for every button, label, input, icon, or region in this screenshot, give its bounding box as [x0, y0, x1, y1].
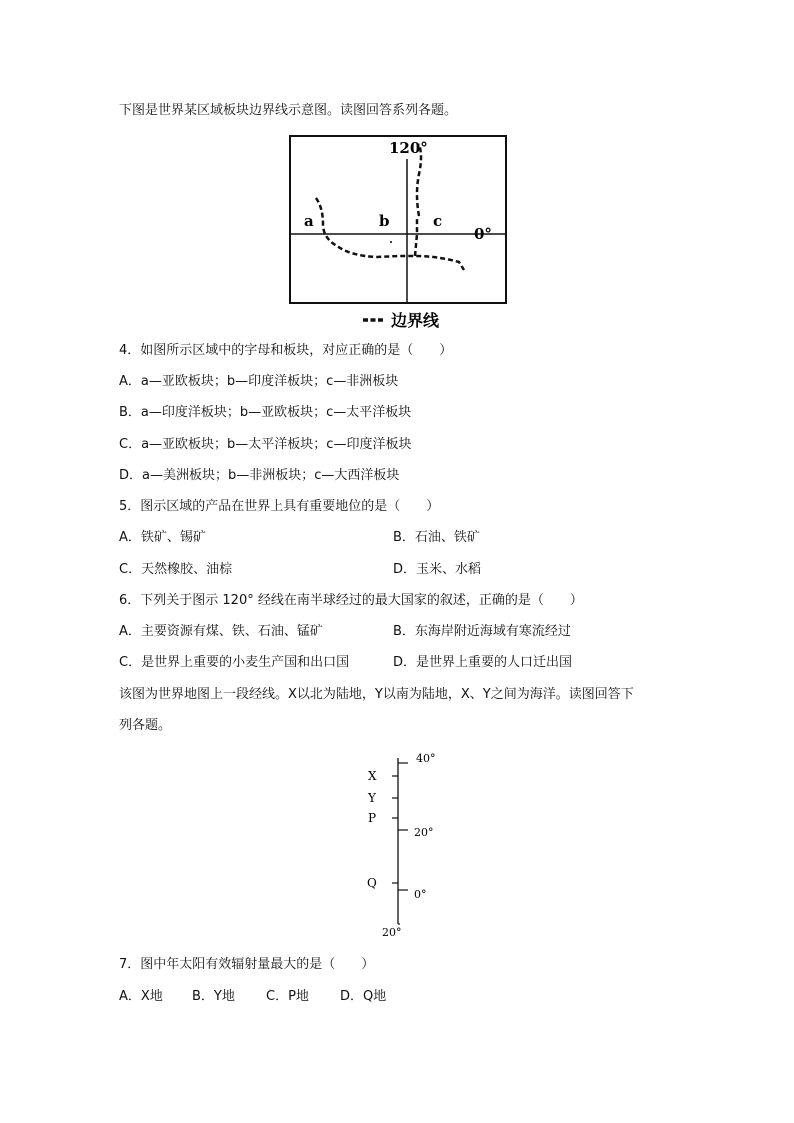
- label-c: c: [433, 212, 443, 230]
- q6-option-d: D．是世界上重要的人口迁出国: [393, 655, 573, 670]
- q4-option-d: D．a—美洲板块；b—非洲板块；c—大西洋板块: [119, 468, 400, 483]
- label-0: 0°: [414, 888, 427, 901]
- q5-option-a: A．铁矿、锡矿: [119, 530, 206, 545]
- q6-option-c: C．是世界上重要的小麦生产国和出口国: [119, 655, 350, 670]
- label-20s: 20°: [382, 926, 402, 939]
- q5-option-b: B．石油、铁矿: [393, 530, 480, 545]
- figure-frame: [290, 136, 506, 303]
- label-p: P: [368, 811, 377, 825]
- intro-text-2-line-2: 列各题。: [119, 718, 172, 733]
- meridian-label: 120°: [389, 139, 428, 157]
- q5-option-c: C．天然橡胶、油棕: [119, 562, 233, 577]
- plate-boundary-figure: [287, 134, 509, 334]
- q7-stem: 7．图中年太阳有效辐射量最大的是（ ）: [119, 957, 375, 972]
- q7-option-d: D．Q地: [340, 989, 387, 1004]
- label-a: a: [304, 212, 314, 230]
- q4-option-c: C．a—亚欧板块；b—太平洋板块；c—印度洋板块: [119, 437, 412, 452]
- q4-stem: 4．如图所示区域中的字母和板块，对应正确的是（ ）: [119, 343, 453, 358]
- q7-option-a: A．X地: [119, 989, 163, 1004]
- label-20n: 20°: [414, 826, 434, 839]
- label-40: 40°: [416, 752, 436, 765]
- label-b: b: [379, 212, 390, 230]
- q5-option-d: D．玉米、水稻: [393, 562, 482, 577]
- legend-label: 边界线: [391, 311, 440, 330]
- dot-mark: [390, 241, 392, 243]
- equator-label: 0°: [474, 225, 492, 243]
- label-q: Q: [367, 876, 377, 890]
- q6-stem: 6．下列关于图示 120° 经线在南半球经过的最大国家的叙述，正确的是（ ）: [119, 593, 583, 608]
- boundary-line-branch: [415, 218, 417, 256]
- label-y: Y: [368, 791, 376, 805]
- q5-stem: 5．图示区域的产品在世界上具有重要地位的是（ ）: [119, 499, 440, 514]
- q6-option-a: A．主要资源有煤、铁、石油、锰矿: [119, 624, 323, 639]
- q4-option-b: B．a—印度洋板块；b—亚欧板块；c—太平洋板块: [119, 405, 412, 420]
- q6-option-b: B．东海岸附近海域有寒流经过: [393, 624, 571, 639]
- intro-text-2-line-1: 该图为世界地图上一段经线。X以北为陆地，Y以南为陆地，X、Y之间为海洋。读图回答下: [119, 687, 634, 702]
- meridian-segment-figure: [360, 748, 450, 940]
- q7-option-b: B．Y地: [192, 989, 235, 1004]
- label-x: X: [368, 769, 377, 783]
- intro-text-1: 下图是世界某区域板块边界线示意图。读图回答系列各题。: [119, 103, 458, 118]
- q7-option-c: C．P地: [266, 989, 309, 1004]
- q4-option-a: A．a—亚欧板块；b—印度洋板块；c—非洲板块: [119, 374, 399, 389]
